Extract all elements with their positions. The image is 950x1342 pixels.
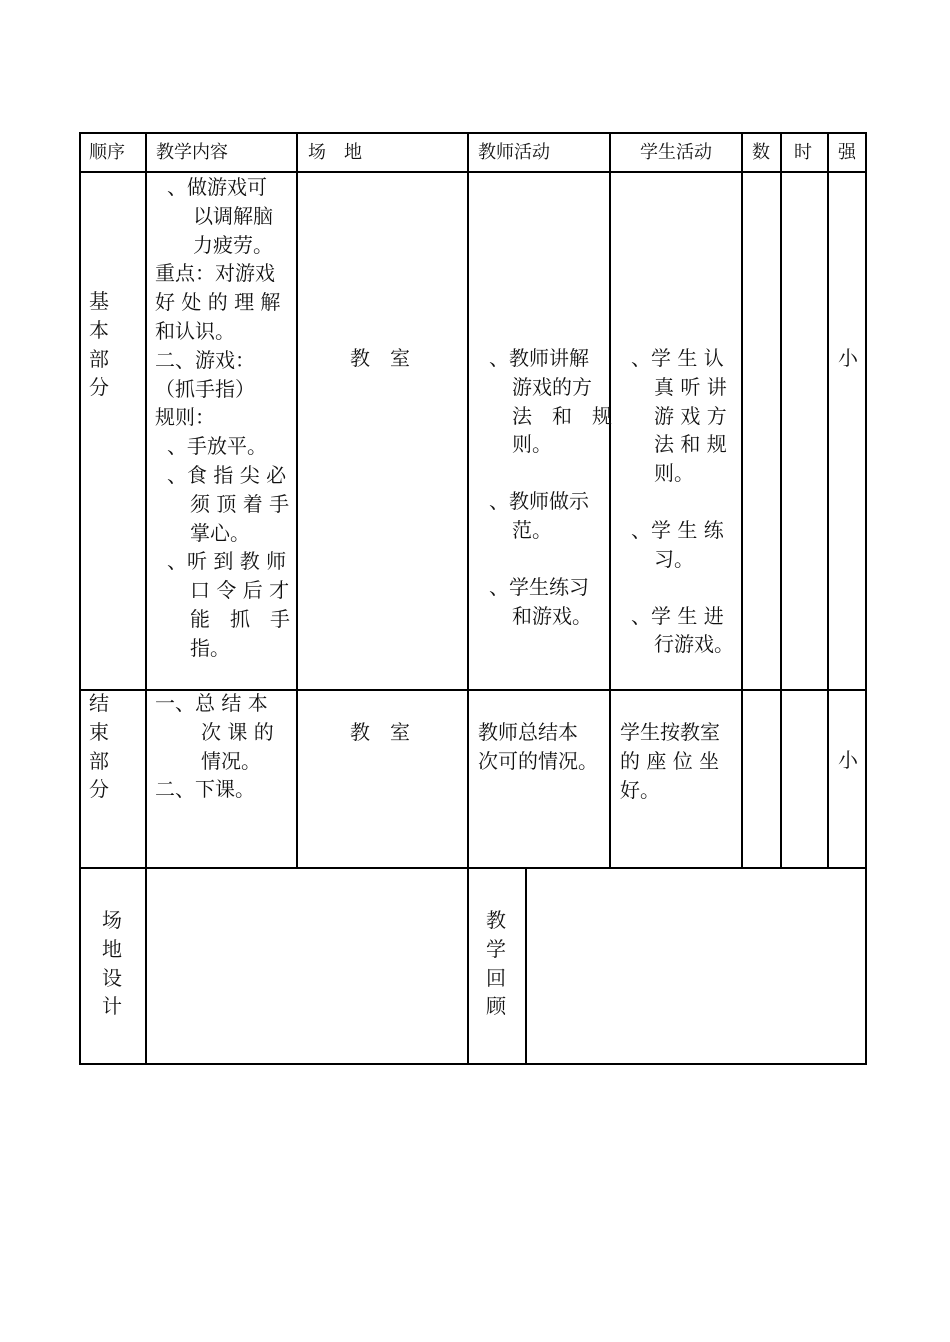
lesson-plan-table — [79, 132, 867, 1064]
content-line: 和认识。 — [155, 318, 235, 343]
student-line: 法 和 规 — [654, 432, 727, 457]
label-char: 束 — [89, 719, 109, 744]
content-line: 须 顶 着 手 — [190, 491, 290, 516]
student-line: 习。 — [654, 546, 694, 571]
label-char: 教 — [486, 908, 506, 932]
label-char: 学 — [486, 936, 506, 961]
rule-top — [79, 132, 867, 134]
content-line: 能 抓 手 — [190, 606, 290, 631]
student-line: 游 戏 方 — [654, 403, 727, 428]
rule-col2 — [296, 132, 298, 868]
content-line: 、听 到 教 师 — [167, 549, 287, 574]
header-content: 教学内容 — [156, 142, 228, 163]
teacher-line: 法 和 规 — [512, 403, 612, 428]
teacher-line: 、学生练习 — [489, 574, 589, 599]
content-line: 、做游戏可 — [167, 175, 267, 199]
teacher-line: 教师总结本 — [478, 720, 578, 744]
student-line: 学生按教室 — [620, 720, 720, 744]
ending-content — [155, 689, 274, 804]
basic-intensity: 小 — [838, 346, 858, 370]
label-char: 基 — [89, 289, 109, 313]
content-line: 二、下课。 — [155, 777, 255, 802]
rule-review — [525, 868, 527, 1064]
label-char: 地 — [102, 936, 122, 961]
content-line: 重点：对游戏 — [155, 261, 275, 286]
content-line: 规则： — [155, 405, 215, 430]
teacher-line: 、教师做示 — [489, 489, 589, 514]
header-count: 数 — [752, 142, 770, 163]
content-line: 次 课 的 — [201, 719, 274, 744]
student-line: 好。 — [620, 777, 660, 802]
label-char: 回 — [486, 965, 506, 990]
student-line: 、学 生 练 — [631, 517, 724, 542]
label-char: 部 — [89, 748, 109, 773]
rule-col5 — [741, 132, 743, 868]
label-char: 顾 — [486, 994, 506, 1019]
basic-teacher-activity — [489, 344, 612, 630]
content-line: 以调解脑 — [193, 203, 273, 228]
rule-col1 — [145, 132, 147, 1064]
teaching-review-label — [484, 906, 508, 1021]
teacher-line: 和游戏。 — [512, 603, 592, 628]
student-line: 则。 — [654, 461, 694, 486]
rule-bottom — [79, 1063, 867, 1065]
rule-ending-end — [79, 867, 867, 869]
student-line: 、学 生 进 — [631, 603, 724, 628]
content-line: 掌心。 — [190, 520, 250, 545]
student-line: 行游戏。 — [654, 632, 734, 657]
rule-left — [79, 132, 81, 1064]
ending-intensity: 小 — [838, 748, 858, 772]
label-char: 分 — [89, 375, 109, 400]
content-line: 一、总 结 本 — [155, 691, 268, 715]
label-char: 场 — [102, 908, 122, 932]
site-design-label — [100, 906, 124, 1021]
basic-student-activity — [631, 344, 734, 659]
content-line: 好 处 的 理 解 — [155, 290, 281, 315]
basic-section-label — [87, 287, 111, 402]
label-char: 分 — [89, 777, 109, 802]
label-char: 设 — [102, 965, 122, 990]
basic-place: 教 室 — [350, 346, 410, 370]
content-line: 力疲劳。 — [193, 232, 273, 257]
header-time: 时 — [794, 142, 812, 163]
header-intensity: 强 — [838, 142, 856, 163]
student-line: 真 听 讲 — [654, 374, 727, 399]
rule-right — [865, 132, 867, 1064]
header-place: 场 地 — [308, 142, 362, 163]
teacher-line: 范。 — [512, 517, 552, 542]
ending-section-label — [87, 689, 111, 804]
ending-place: 教 室 — [350, 720, 410, 744]
rule-col6 — [780, 132, 782, 868]
header-student-activity: 学生活动 — [640, 142, 712, 163]
teacher-line: 、教师讲解 — [489, 346, 589, 370]
teacher-line: 次可的情况。 — [478, 748, 598, 773]
label-char: 部 — [89, 346, 109, 371]
content-line: 口 令 后 才 — [190, 578, 290, 603]
header-order: 顺序 — [89, 142, 125, 163]
rule-col3 — [467, 132, 469, 1064]
student-line: 的 座 位 坐 — [620, 748, 720, 773]
teacher-line: 则。 — [512, 432, 552, 457]
basic-content — [155, 173, 290, 663]
header-teacher-activity: 教师活动 — [478, 142, 550, 163]
content-line: 指。 — [190, 635, 230, 660]
rule-col7 — [827, 132, 829, 868]
content-line: （抓手指） — [155, 376, 255, 401]
content-line: 情况。 — [201, 748, 261, 773]
content-line: 、食 指 尖 必 — [167, 462, 287, 487]
label-char: 计 — [102, 994, 122, 1019]
student-line: 、学 生 认 — [631, 346, 724, 370]
content-line: 、手放平。 — [167, 434, 267, 459]
label-char: 本 — [89, 317, 109, 342]
ending-teacher-activity — [478, 718, 598, 776]
content-line: 二、游戏： — [155, 347, 255, 372]
label-char: 结 — [89, 691, 109, 715]
teacher-line: 游戏的方 — [512, 374, 592, 399]
ending-student-activity — [620, 718, 720, 804]
